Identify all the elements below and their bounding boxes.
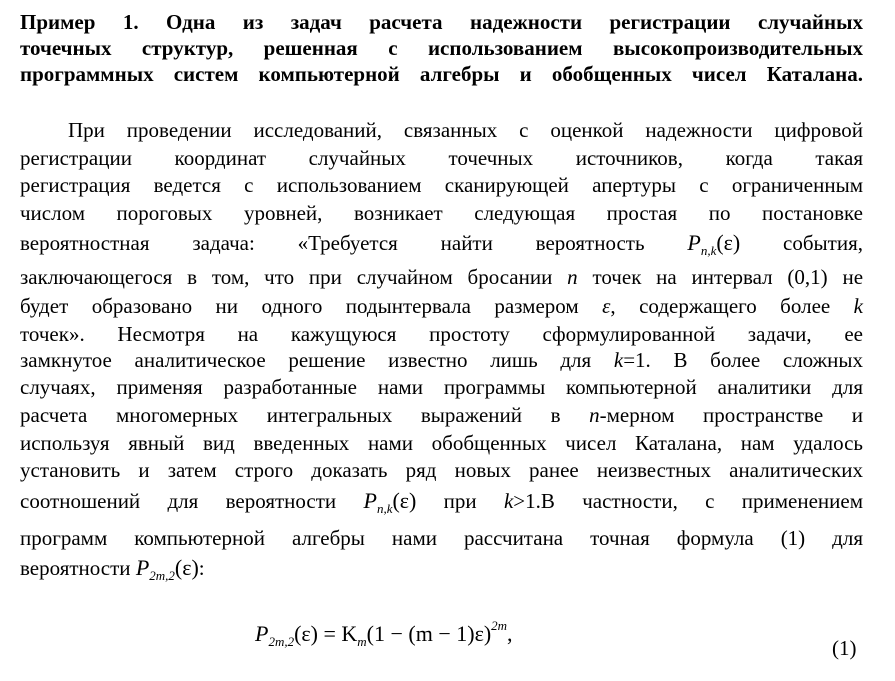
line5-end: события, [783, 231, 863, 255]
paragraph-line-6: заключающегося в том, что при случайном бросании n точек на интервал (0,1) не [20, 265, 864, 289]
paragraph-line-7: будет образовано ни одного подынтервала размером ε, содержащего более k [20, 294, 863, 318]
equation-number: (1) [832, 636, 857, 660]
equation-1: $P_{2m,2}(\varepsilon) = K_m(1 - (m - 1)\varepsilon)^{2m}$, [255, 618, 513, 649]
title-line-3: программных систем компьютерной алгебры и обобщенных чисел Каталана. [20, 62, 863, 86]
title-line-2: точечных структур, решенная с использованием высокопроизводительных [20, 36, 863, 60]
paragraph-line-1: При проведении исследований, связанных с оценкой надежности цифровой [68, 118, 863, 142]
paragraph-line-3: регистрация ведется с использованием сканирующей апертуры с ограниченным [20, 173, 863, 197]
formula-p-nk: $P_{n,k}(\varepsilon)$ [687, 230, 741, 258]
paragraph-line-16: вероятности $P_{2m,2}(\varepsilon)$: [20, 555, 205, 583]
paragraph-line-13: установить и затем строго доказать ряд новых ранее неизвестных аналитических [20, 458, 863, 482]
paragraph-line-14: соотношений для вероятности $P_{n,k}(\varepsilon)$ при k>1.В частности, с применением [20, 488, 864, 516]
example-title [20, 9, 863, 87]
paragraph-line-2: регистрации координат случайных точечных источников, когда такая [20, 146, 863, 170]
paragraph-line-5 [20, 230, 863, 256]
formula-p-nk-2: $P_{n,k}(\varepsilon)$ [363, 488, 417, 516]
formula-p-2m2: $P_{2m,2}(\varepsilon)$ [135, 555, 199, 583]
line5-text: вероятностная задача: «Требуется найти вероятность [20, 231, 645, 255]
paragraph-line-11: расчета многомерных интегральных выражений в n-мерном пространстве и [20, 403, 864, 427]
title-line-1: Пример 1. Одна из задач расчета надежности регистрации случайных [20, 10, 863, 34]
paragraph-line-12: используя явный вид введенных нами обобщенных чисел Каталана, нам удалось [20, 431, 863, 455]
paragraph-line-9: замкнутое аналитическое решение известно лишь для k=1. В более сложных [20, 348, 864, 372]
paragraph-line-4: числом пороговых уровней, возникает следующая простая по постановке [20, 201, 863, 225]
paragraph-line-8: точек». Несмотря на кажущуюся простоту сформулированной задачи, ее [20, 322, 863, 346]
paragraph-line-10: случаях, применяя разработанные нами программы компьютерной аналитики для [20, 375, 863, 399]
paragraph-line-15: программ компьютерной алгебры нами рассчитана точная формула (1) для [20, 526, 863, 550]
